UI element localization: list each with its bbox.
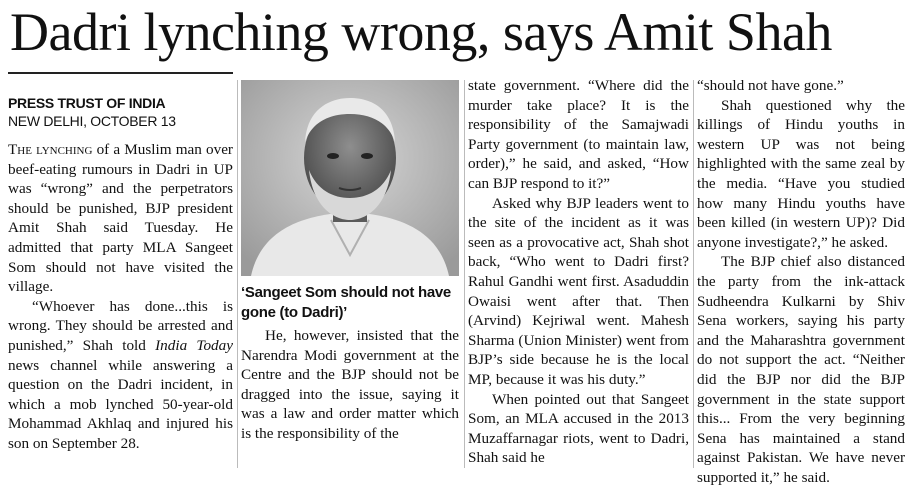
- paragraph-2-text-a: “Whoever has done...this is wrong. They should be arrested and punished,” Shah told: [8, 297, 233, 354]
- article-column-1: [8, 74, 233, 474]
- paragraph-6: When pointed out that Sangeet Som, an MLA accused in the 2013 Muzaffarnagar riots, went to Dadri, Shah said he: [468, 390, 689, 467]
- amit-shah-photo: [241, 80, 459, 276]
- paragraph-8: Shah questioned why the killings of Hindu youths in western UP was not being highlighted with the same zeal by the media. “Have you studied how many Hindu youths have been killed (in western UP)? Did anyone investigate?,” he asked.: [697, 96, 905, 251]
- column-divider: [237, 80, 238, 468]
- lead-caps: The lynching: [8, 141, 93, 158]
- paragraph-4: state government. “Where did the murder take place? It is the responsibility of the Samajwadi Party government (to maintain law, order),” he said, and asked, “How can BJP respond to it?”: [468, 77, 689, 192]
- lead-paragraph: [8, 140, 233, 297]
- dateline: NEW DELHI, OCTOBER 13: [8, 113, 176, 129]
- paragraph-7: “should not have gone.”: [697, 77, 844, 94]
- portrait-illustration: [241, 80, 459, 276]
- paragraph-3: He, however, insisted that the Narendra Modi government at the Centre and the BJP should not be dragged into the issue, saying it was a law and order matter which is the responsibility of the: [241, 327, 459, 442]
- paragraph-2: [8, 297, 233, 454]
- agency-byline: PRESS TRUST OF INDIA: [8, 95, 166, 111]
- paragraph-2-text-b: news channel while answering a question on the Dadri incident, in which a mob lynched 50-year-old Mohammad Akhlaq and injured his son on September 28.: [8, 356, 233, 452]
- channel-name: India Today: [155, 336, 233, 354]
- lead-paragraph-text: of a Muslim man over beef-eating rumours in Dadri in UP was “wrong” and the perpetrators should be punished, BJP president Amit Shah said Tuesday. He admitted that party MLA Sangeet Som should not have visited the village.: [8, 141, 233, 296]
- article-column-4: [697, 76, 905, 486]
- paragraph-9: The BJP chief also distanced the party from the ink-attack Sudheendra Kulkarni by Shiv Sena workers, saying his party and the Maharashtra government do not support the act. “Neither did the BJP nor did the BJP government in the state support this... From the very beginning Sena has maintained a stand against Pakistan. We have never supported it,” he said.: [697, 253, 905, 486]
- article-column-2: [241, 326, 459, 474]
- photo-caption: ‘Sangeet Som should not have gone (to Dadri)’: [241, 284, 451, 321]
- headline: Dadri lynching wrong, says Amit Shah: [10, 2, 832, 62]
- paragraph-5: Asked why BJP leaders went to the site of the incident as it was seen as a provocative act, Shah shot back, “Who went to Dadri first? Rahul Gandhi went first. Asaduddin Owaisi went after that. Then (Arvind) Kejriwal went. Mahesh Sharma (Union Minister) went from BJP’s side because he is the local MP, because it was his duty.”: [468, 194, 689, 388]
- article-column-3: [468, 76, 689, 474]
- column-divider: [464, 80, 465, 468]
- column-divider: [693, 80, 694, 468]
